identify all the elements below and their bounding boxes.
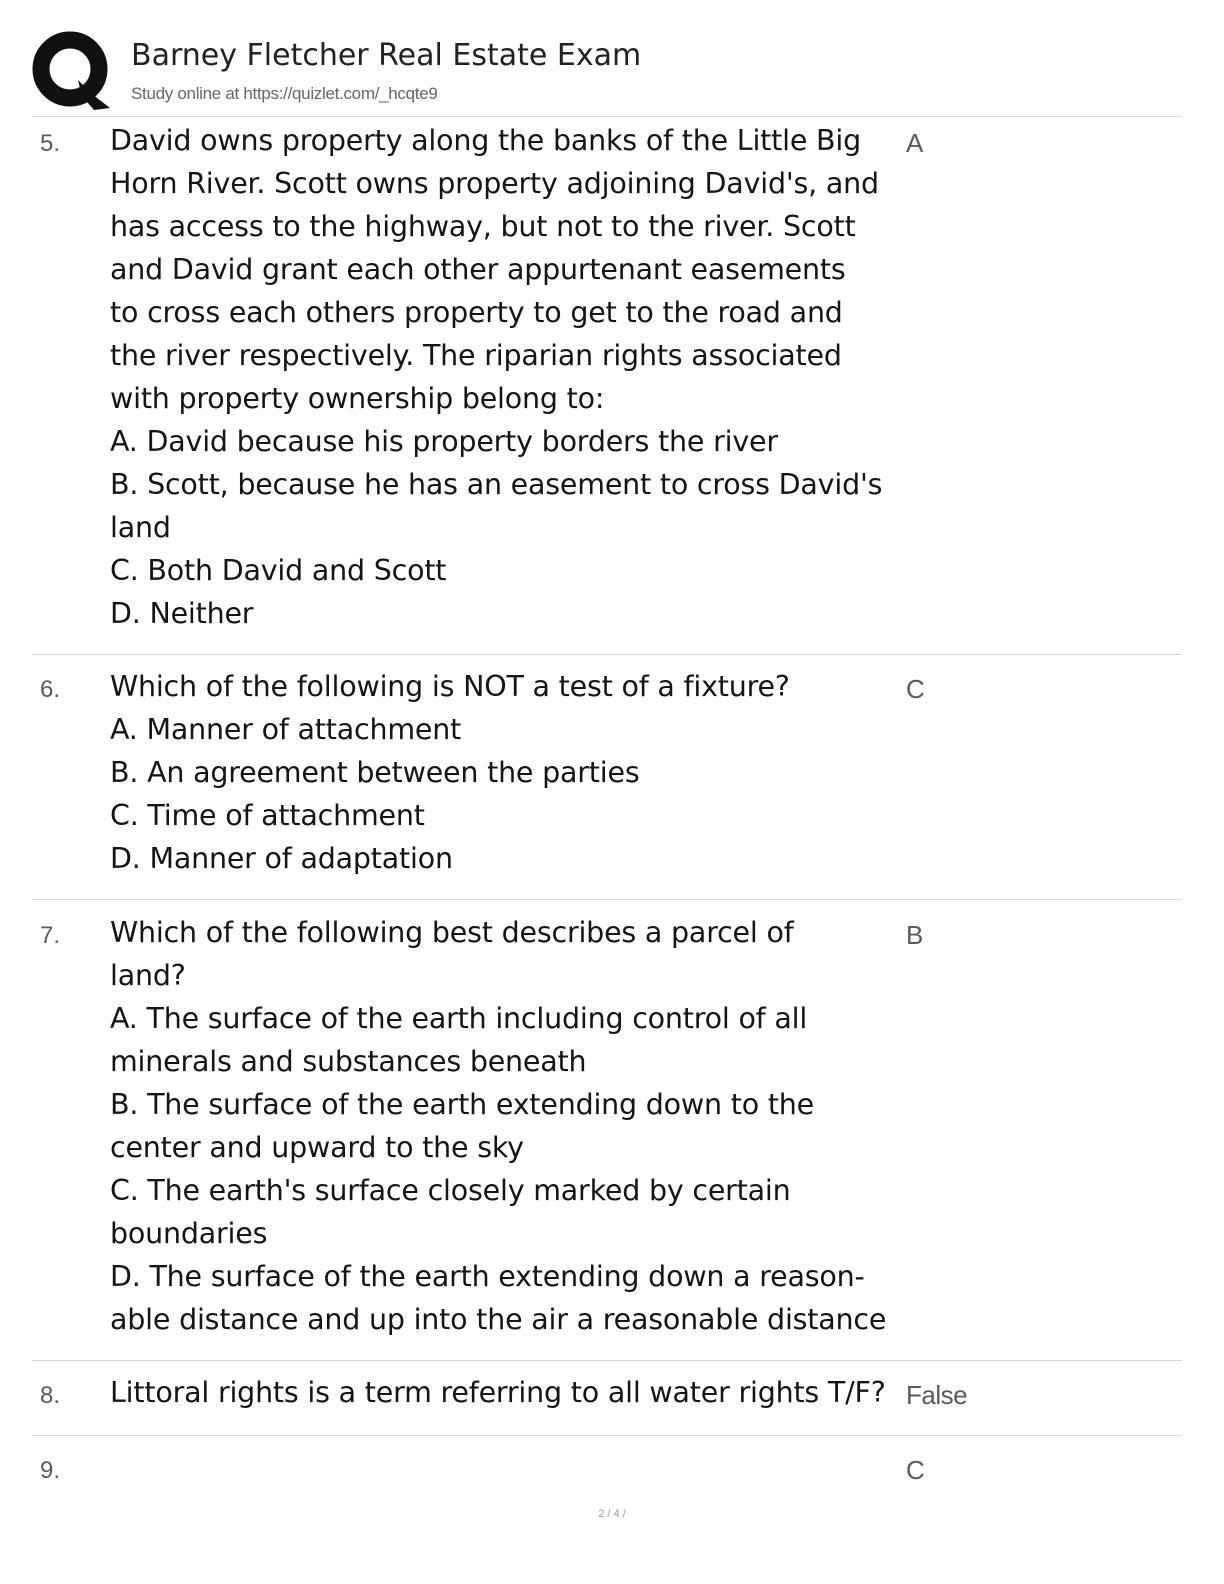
question-line: has access to the highway, but not to the river. Scott: [110, 210, 856, 243]
question-line: land?: [110, 959, 186, 992]
question-number: 5.: [40, 130, 61, 157]
divider: [32, 899, 1182, 900]
answer-option: D. Manner of adaptation: [110, 842, 453, 875]
question-line: Which of the following best describes a parcel of: [110, 916, 794, 949]
answer-key: False: [906, 1380, 968, 1410]
question-text: [110, 1371, 902, 1414]
question-number: 7.: [40, 922, 61, 949]
answer-option: boundaries: [110, 1217, 268, 1250]
page-header: [32, 30, 1182, 116]
question-text: [110, 119, 902, 635]
answer-option: C. The earth's surface closely marked by certain: [110, 1174, 791, 1207]
answer-option: A. David because his property borders the river: [110, 425, 778, 458]
question-number: 9.: [40, 1457, 61, 1484]
answer-option: A. Manner of attachment: [110, 713, 462, 746]
question-number: 6.: [40, 676, 61, 703]
answer-option: D. The surface of the earth extending down a reason-: [110, 1260, 865, 1293]
question-line: to cross each others property to get to the road and: [110, 296, 843, 329]
answer-option: A. The surface of the earth including control of all: [110, 1002, 808, 1035]
question-text: [110, 665, 902, 880]
divider: [32, 1360, 1182, 1361]
question-line: the river respectively. The riparian rights associated: [110, 339, 842, 372]
answer-option: D. Neither: [110, 597, 254, 630]
document-title: Barney Fletcher Real Estate Exam: [131, 38, 642, 73]
answer-option: C. Time of attachment: [110, 799, 425, 832]
question-line: Littoral rights is a term referring to all water rights T/F?: [110, 1376, 886, 1409]
answer-option: able distance and up into the air a reasonable distance: [110, 1303, 887, 1336]
answer-option: B. The surface of the earth extending down to the: [110, 1088, 814, 1121]
divider: [32, 1435, 1182, 1436]
quizlet-q-logo-icon: [32, 30, 114, 112]
question-line: Horn River. Scott owns property adjoining David's, and: [110, 167, 879, 200]
divider: [32, 654, 1182, 655]
question-line: Which of the following is NOT a test of a fixture?: [110, 670, 790, 703]
answer-option: B. An agreement between the parties: [110, 756, 640, 789]
question-text: [110, 911, 902, 1341]
answer-key: C: [906, 1455, 925, 1485]
question-line: and David grant each other appurtenant easements: [110, 253, 846, 286]
answer-option: center and upward to the sky: [110, 1131, 524, 1164]
answer-option: C. Both David and Scott: [110, 554, 447, 587]
answer-key: C: [906, 674, 925, 704]
study-online-link[interactable]: Study online at https://quizlet.com/_hcqte9: [131, 84, 438, 103]
answer-key: B: [906, 920, 923, 950]
divider: [32, 116, 1182, 117]
answer-option: land: [110, 511, 171, 544]
question-line: with property ownership belong to:: [110, 382, 605, 415]
answer-option: B. Scott, because he has an easement to cross David's: [110, 468, 883, 501]
question-number: 8.: [40, 1382, 61, 1409]
answer-option: minerals and substances beneath: [110, 1045, 587, 1078]
question-line: David owns property along the banks of the Little Big: [110, 124, 861, 157]
answer-key: A: [906, 128, 923, 158]
page-number: 2 / 4 /: [598, 1508, 626, 1520]
